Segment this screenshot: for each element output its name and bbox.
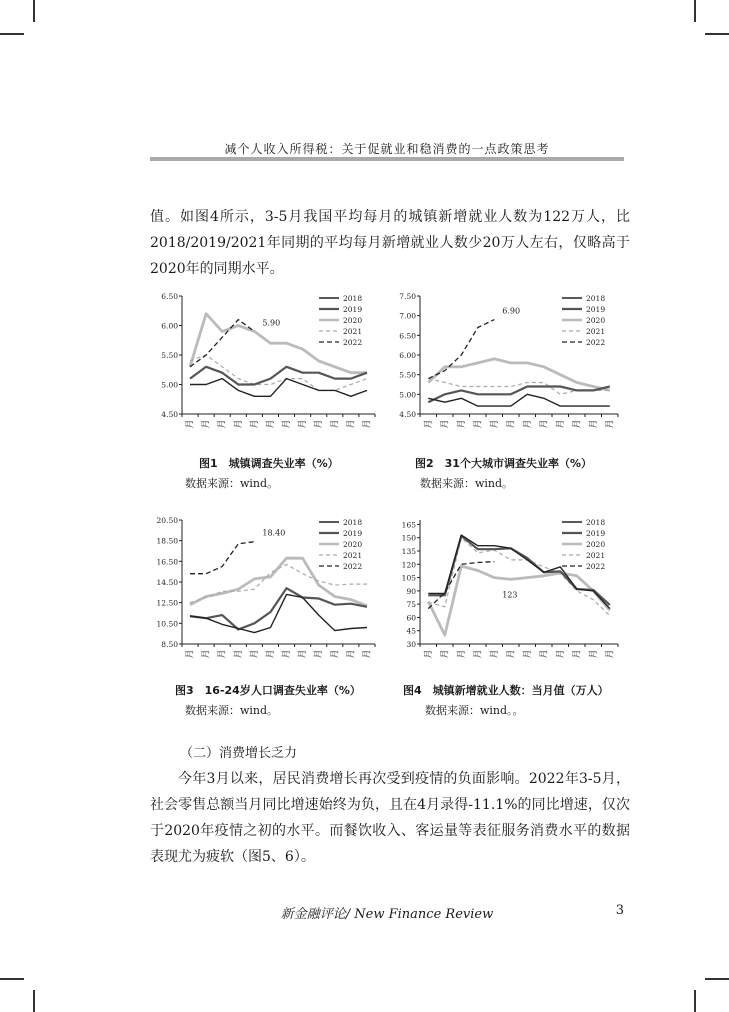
header-rule [150, 157, 624, 161]
x-tick-label: 月 [201, 649, 212, 659]
crop-mark [33, 990, 35, 1012]
y-tick-label: 4.50 [399, 410, 416, 419]
chart-2 [386, 288, 626, 440]
x-tick-label: 月 [456, 419, 467, 429]
y-tick-label: 14.50 [156, 578, 178, 587]
crop-mark [705, 33, 729, 35]
x-tick-label: 月 [440, 649, 451, 659]
legend-label: 2021 [586, 551, 606, 560]
figure-4-source: 数据来源：wind。。 [425, 704, 524, 717]
x-tick-label: 月 [298, 419, 309, 429]
x-tick-label: 月 [440, 419, 451, 429]
y-tick-label: 18.50 [156, 536, 178, 546]
x-tick-label: 月 [249, 649, 260, 659]
legend-label: 2022 [586, 338, 606, 347]
x-tick-label: 月 [249, 419, 260, 429]
y-tick-label: 5.00 [399, 390, 416, 400]
y-tick-label: 4.50 [161, 410, 178, 419]
y-tick-label: 30 [406, 640, 416, 649]
chart-3 [148, 512, 383, 670]
x-tick-label: 月 [282, 419, 293, 429]
x-tick-label: 月 [588, 419, 599, 429]
y-tick-label: 6.00 [161, 321, 178, 331]
x-tick-label: 月 [330, 649, 341, 659]
annotation-label: 5.90 [262, 318, 281, 328]
y-tick-label: 135 [401, 547, 416, 556]
y-tick-label: 12.50 [156, 598, 178, 608]
y-tick-label: 165 [401, 520, 416, 530]
figure-3 [148, 512, 383, 670]
y-tick-label: 6.50 [161, 292, 178, 301]
x-tick-label: 月 [201, 419, 212, 429]
figure-3-source: 数据来源：wind。 [185, 704, 279, 717]
x-tick-label: 月 [298, 649, 309, 659]
legend-label: 2022 [586, 562, 606, 571]
legend-label: 2019 [586, 305, 606, 314]
series-line-2021 [428, 538, 610, 616]
x-tick-label: 月 [265, 419, 276, 429]
x-tick-label: 月 [555, 649, 566, 659]
y-tick-label: 60 [406, 613, 416, 623]
x-tick-label: 月 [346, 649, 357, 659]
annotation-label: 18.40 [262, 528, 286, 538]
figure-4-caption: 图4 城镇新增就业人数：当月值（万人） [403, 684, 609, 697]
y-tick-label: 7.50 [399, 292, 416, 301]
legend-label: 2018 [343, 294, 363, 303]
y-tick-label: 45 [406, 626, 416, 636]
y-tick-label: 5.50 [399, 370, 416, 380]
legend-label: 2020 [343, 316, 363, 325]
crop-mark [694, 0, 696, 22]
y-tick-label: 7.00 [399, 311, 416, 321]
y-tick-label: 90 [406, 586, 416, 596]
x-tick-label: 月 [605, 649, 616, 659]
x-tick-label: 月 [539, 649, 550, 659]
legend-label: 2018 [586, 294, 606, 303]
x-tick-label: 月 [555, 419, 566, 429]
legend-label: 2019 [343, 305, 363, 314]
x-tick-label: 月 [473, 649, 484, 659]
x-tick-label: 月 [588, 649, 599, 659]
figure-1 [148, 288, 383, 440]
x-tick-label: 月 [572, 649, 583, 659]
running-head: 减个人收入所得税：关于促就业和稳消费的一点政策思考 [224, 142, 550, 156]
journal-name: 新金融评论/ New Finance Review [280, 907, 494, 922]
y-tick-label: 6.50 [399, 331, 416, 341]
x-tick-label: 月 [506, 419, 517, 429]
x-tick-label: 月 [233, 649, 244, 659]
crop-mark [694, 990, 696, 1012]
x-tick-label: 月 [473, 419, 484, 429]
legend-label: 2021 [586, 327, 606, 336]
figure-2-source: 数据来源：wind。 [420, 477, 514, 490]
legend-label: 2020 [343, 540, 363, 549]
x-tick-label: 月 [489, 419, 500, 429]
page-number: 3 [615, 903, 624, 918]
series-line-2022 [190, 542, 254, 574]
section-heading: （二）消费增长乏力 [180, 746, 298, 761]
figure-1-caption: 图1 城镇调查失业率（%） [199, 457, 339, 470]
legend-label: 2018 [343, 518, 363, 527]
x-tick-label: 月 [572, 419, 583, 429]
y-tick-label: 10.50 [156, 619, 178, 629]
figure-4 [386, 512, 626, 670]
chart-1 [148, 288, 383, 440]
x-tick-label: 月 [185, 419, 196, 429]
legend-label: 2021 [343, 327, 363, 336]
x-tick-label: 月 [314, 419, 325, 429]
x-tick-label: 月 [282, 649, 293, 659]
x-tick-label: 月 [506, 649, 517, 659]
figure-2 [386, 288, 626, 440]
series-line-2018 [428, 394, 610, 406]
legend-label: 2022 [343, 562, 363, 571]
y-tick-label: 105 [401, 573, 416, 583]
legend-label: 2021 [343, 551, 363, 560]
x-tick-label: 月 [314, 649, 325, 659]
figure-3-caption: 图3 16-24岁人口调查失业率（%） [175, 684, 361, 697]
y-tick-label: 16.50 [156, 557, 178, 567]
figure-1-source: 数据来源：wind。 [185, 477, 279, 490]
legend-label: 2019 [343, 529, 363, 538]
x-tick-label: 月 [346, 419, 357, 429]
x-tick-label: 月 [423, 649, 434, 659]
y-tick-label: 75 [406, 600, 416, 610]
x-tick-label: 月 [362, 649, 373, 659]
x-tick-label: 月 [185, 649, 196, 659]
x-tick-label: 月 [265, 649, 276, 659]
figure-2-caption: 图2 31个大城市调查失业率（%） [415, 457, 592, 470]
y-tick-label: 8.50 [161, 640, 178, 649]
annotation-label: 123 [502, 590, 518, 600]
legend-label: 2022 [343, 338, 363, 347]
y-tick-label: 120 [401, 560, 416, 570]
chart-4 [386, 512, 626, 670]
y-tick-label: 5.00 [161, 380, 178, 390]
legend-label: 2020 [586, 540, 606, 549]
series-line-2022 [428, 320, 494, 379]
x-tick-label: 月 [605, 419, 616, 429]
body-paragraph: 今年3月以来，居民消费增长再次受到疫情的负面影响。2022年3-5月，社会零售总额当月同比增速始终为负，且在4月录得-11.1%的同比增速，仅次于2020年疫情之初的水平。而餐饮收入、客运量等表征服务消费水平的数据表现尤为疲软（图5、6）。 [150, 771, 630, 865]
crop-mark [0, 33, 24, 35]
crop-mark [705, 978, 729, 980]
x-tick-label: 月 [522, 649, 533, 659]
series-line-2018 [428, 535, 610, 609]
x-tick-label: 月 [539, 419, 550, 429]
x-tick-label: 月 [423, 419, 434, 429]
legend-label: 2019 [586, 529, 606, 538]
x-tick-label: 月 [456, 649, 467, 659]
x-tick-label: 月 [362, 419, 373, 429]
y-tick-label: 150 [401, 533, 416, 543]
crop-mark [33, 0, 35, 22]
intro-paragraph: 值。如图4所示，3-5月我国平均每月的城镇新增就业人数为122万人，比2018/2019/2021年同期的平均每月新增就业人数少20万人左右，仅略高于2020年的同期水平。 [150, 209, 630, 277]
series-line-2020 [428, 566, 610, 635]
annotation-label: 6.90 [502, 306, 521, 316]
crop-mark [0, 978, 24, 980]
x-tick-label: 月 [522, 419, 533, 429]
x-tick-label: 月 [233, 419, 244, 429]
x-tick-label: 月 [217, 419, 228, 429]
x-tick-label: 月 [330, 419, 341, 429]
legend-label: 2020 [586, 316, 606, 325]
legend-label: 2018 [586, 518, 606, 527]
y-tick-label: 6.00 [399, 351, 416, 360]
y-tick-label: 20.50 [156, 516, 178, 525]
y-tick-label: 5.50 [161, 351, 178, 360]
x-tick-label: 月 [489, 649, 500, 659]
x-tick-label: 月 [217, 649, 228, 659]
